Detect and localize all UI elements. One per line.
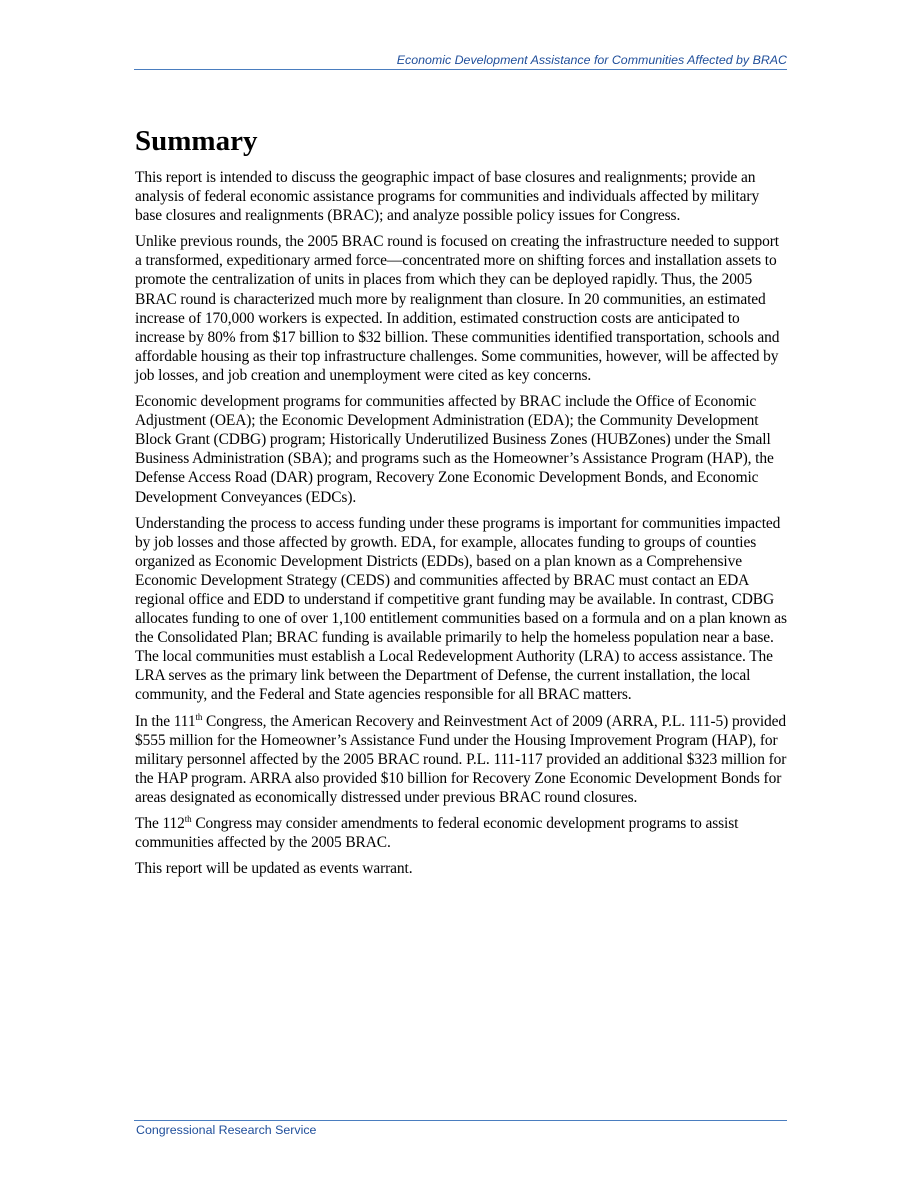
running-header: Economic Development Assistance for Communities Affected by BRAC: [396, 53, 787, 67]
footer-organization: Congressional Research Service: [136, 1123, 317, 1137]
header-rule: [134, 69, 787, 70]
p6-superscript: th: [184, 814, 192, 824]
paragraph-brac-round: Unlike previous rounds, the 2005 BRAC round is focused on creating the infrastructure needed to support a transformed, expeditionary armed force—concentrated more on shifting forces and installation assets to promote the centralization of units in places from which they can be deployed rapidly. Thus, the 2005 BRAC round is characterized much more by realignment than closure. In 20 communities, an estimated increase of 170,000 workers is expected. In addition, estimated construction costs are anticipated to increase by 80% from $17 billion to $32 billion. These communities identified transportation, schools and affordable housing as their top infrastructure challenges. Some communities, however, will be affected by job losses, and job creation and unemployment were cited as key concerns.: [135, 233, 780, 384]
paragraph-111th-congress: [135, 712, 787, 807]
paragraph-intro: This report is intended to discuss the geographic impact of base closures and realignments; provide an analysis of federal economic assistance programs for communities and individuals affected by military base closures and realignments (BRAC); and analyze possible policy issues for Congress.: [135, 169, 760, 225]
paragraph-update-note: This report will be updated as events warrant.: [135, 860, 413, 878]
paragraph-funding-process: Understanding the process to access funding under these programs is important for communities impacted by job losses and those affected by growth. EDA, for example, allocates funding to groups of counties organized as Economic Development Districts (EDDs), based on a plan known as a Comprehensive Economic Development Strategy (CEDS) and communities affected by BRAC must contact an EDA regional office and EDD to understand if competitive grant funding may be available. In contrast, CDBG allocates funding to one of over 1,100 entitlement communities based on a formula and on a plan known as the Consolidated Plan; BRAC funding is available primarily to help the homeless population near a base. The local communities must establish a Local Redevelopment Authority (LRA) to access assistance. The LRA serves as the primary link between the Department of Defense, the current installation, the local community, and the Federal and State agencies responsible for all BRAC matters.: [135, 514, 787, 704]
p5-lead: In the 111: [135, 712, 196, 730]
p6-lead: The 112: [135, 815, 185, 832]
page-content: [135, 122, 787, 885]
p5-rest: Congress, the American Recovery and Reinvestment Act of 2009 (ARRA, P.L. 111-5) provided $555 million for the Homeowner’s Assistance Fund under the Housing Improvement Program (HAP), for military personnel affected by the 2005 BRAC round. P.L. 111-117 provided an additional $323 million for the HAP program. ARRA also provided $10 billion for Recovery Zone Economic Development Bonds for areas designated as economically distressed under previous BRAC round closures.: [135, 712, 787, 806]
section-title: Summary: [135, 125, 258, 157]
paragraph-programs: Economic development programs for communities affected by BRAC include the Office of Economic Adjustment (OEA); the Economic Development Administration (EDA); the Community Development Block Grant (CDBG) program; Historically Underutilized Business Zones (HUBZones) under the Small Business Administration (SBA); and programs such as the Homeowner’s Assistance Program (HAP), the Defense Access Road (DAR) program, Recovery Zone Economic Development Bonds, and Economic Development Conveyances (EDCs).: [135, 393, 774, 506]
paragraph-112th-congress: [135, 814, 787, 852]
p6-rest: Congress may consider amendments to federal economic development programs to assist communities affected by the 2005 BRAC.: [135, 815, 739, 852]
p5-superscript: th: [195, 711, 203, 722]
footer-rule: [134, 1120, 787, 1121]
